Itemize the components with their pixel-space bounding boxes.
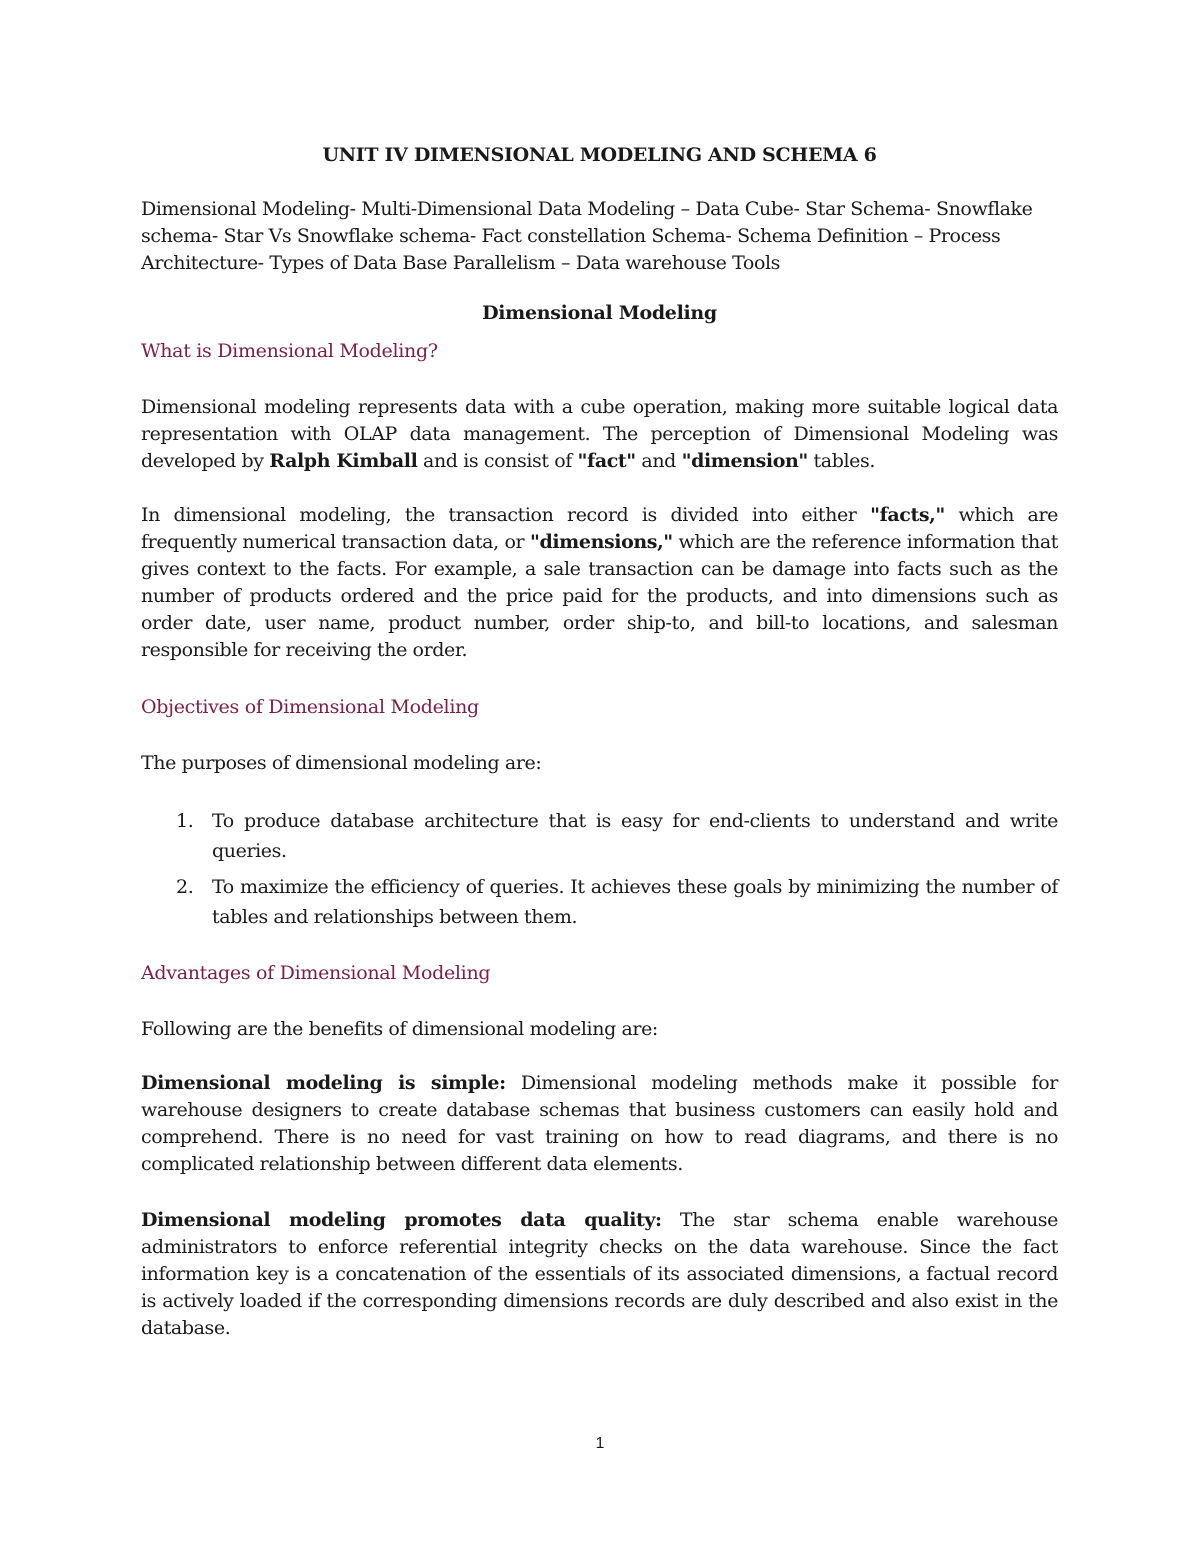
text-run: and — [635, 450, 682, 472]
advantages-intro: Following are the benefits of dimensional modeling are: — [141, 1018, 658, 1040]
list-item — [141, 806, 1058, 866]
list-number: 1. — [176, 810, 194, 832]
bold-term-dimensions: "dimensions," — [529, 531, 673, 553]
heading-advantages: Advantages of Dimensional Modeling — [141, 962, 491, 984]
list-item — [141, 872, 1058, 932]
bold-term-fact: "fact" — [577, 450, 636, 472]
unit-title: UNIT IV DIMENSIONAL MODELING AND SCHEMA 6 — [322, 144, 877, 166]
list-text: To maximize the efficiency of queries. It achieves these goals by minimizing the number of tables and relationships between them. — [212, 876, 1058, 928]
syllabus-topics: Dimensional Modeling- Multi-Dimensional Data Modeling – Data Cube- Star Schema- Snowflake schema- Star Vs Snowflake schema- Fact constellation Schema- Schema Definition – Process Architecture- Types of Data Base Parallelism – Data warehouse Tools — [141, 198, 1033, 274]
page-number: 1 — [595, 1435, 605, 1452]
paragraph-facts-dimensions — [141, 502, 1058, 664]
text-run: which are the reference information that gives context to the facts. For example, a sale transaction can be damage into facts such as the number of products ordered and the price paid for the products, and into dimensions such as order date, user name, product number, order ship-to, and bill-to locations, and salesman responsible for receiving the order. — [141, 531, 1058, 661]
benefit-title: Dimensional modeling is simple: — [141, 1072, 506, 1094]
text-run: which are frequently numerical transaction data, or — [141, 504, 1058, 553]
section-title: Dimensional Modeling — [482, 302, 717, 324]
text-run: tables. — [807, 450, 875, 472]
text-run: The star schema enable warehouse administrators to enforce referential integrity checks on the data warehouse. Since the fact information key is a concatenation of the essentials of its associated dimensions, a factual record is actively loaded if the corresponding dimensions records are duly described and also exist in the database. — [141, 1209, 1058, 1339]
text-run: and is consist of — [417, 450, 578, 472]
benefit-title: Dimensional modeling promotes data quality: — [141, 1209, 662, 1231]
bold-author: Ralph Kimball — [269, 450, 418, 472]
text-run: Dimensional modeling represents data with a cube operation, making more suitable logical data representation with OLAP data management. The perception of Dimensional Modeling was developed by — [141, 396, 1058, 472]
bold-term-facts: "facts," — [870, 504, 945, 526]
paragraph-definition — [141, 394, 1058, 475]
heading-what-is: What is Dimensional Modeling? — [141, 340, 438, 362]
paragraph-benefit-quality — [141, 1207, 1058, 1342]
objectives-intro: The purposes of dimensional modeling are: — [141, 752, 542, 774]
paragraph-benefit-simple — [141, 1070, 1058, 1178]
list-text: To produce database architecture that is easy for end-clients to understand and write queries. — [212, 810, 1058, 862]
text-run: Dimensional modeling methods make it possible for warehouse designers to create database schemas that business customers can easily hold and comprehend. There is no need for vast training on how to read diagrams, and there is no complicated relationship between different data elements. — [141, 1072, 1058, 1175]
list-number: 2. — [176, 876, 194, 898]
objectives-list — [141, 806, 1058, 932]
text-run: In dimensional modeling, the transaction record is divided into either — [141, 504, 871, 526]
heading-objectives: Objectives of Dimensional Modeling — [141, 696, 479, 718]
bold-term-dimension: "dimension" — [681, 450, 808, 472]
